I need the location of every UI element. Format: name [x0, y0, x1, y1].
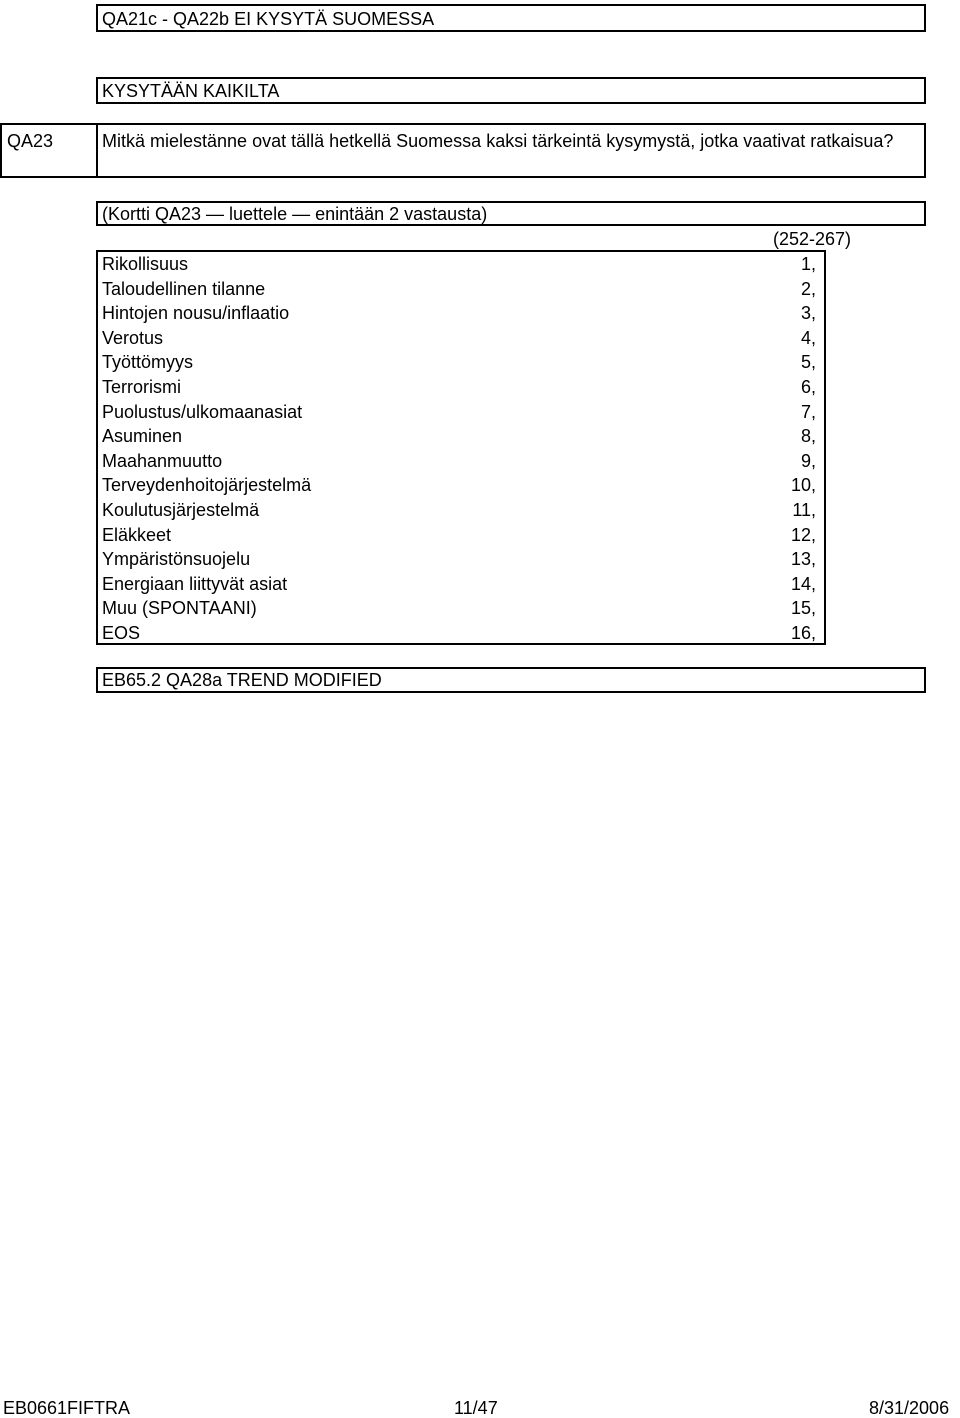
list-item	[98, 252, 824, 277]
option-label: Terveydenhoitojärjestelmä	[102, 475, 312, 496]
list-item	[98, 350, 824, 375]
skip-note-box	[96, 4, 926, 32]
question-text: Mitkä mielestänne ovat tällä hetkellä Suomessa kaksi tärkeintä kysymystä, jotka vaativat ratkaisua?	[102, 131, 894, 151]
option-label: Taloudellinen tilanne	[102, 278, 266, 299]
list-item	[98, 473, 824, 498]
option-label: Ympäristönsuojelu	[102, 549, 251, 570]
list-item	[98, 596, 824, 621]
footer-doc-id: EB0661FIFTRA	[3, 1398, 131, 1418]
option-label: Muu (SPONTAANI)	[102, 598, 257, 619]
question-id: QA23	[7, 131, 54, 151]
option-code: 13,	[790, 549, 816, 570]
question-text-cell	[96, 123, 926, 178]
list-item	[98, 400, 824, 425]
skip-note-text: QA21c - QA22b EI KYSYTÄ SUOMESSA	[102, 9, 435, 29]
list-item	[98, 375, 824, 400]
list-item	[98, 449, 824, 474]
option-code: 9,	[800, 450, 816, 471]
list-item	[98, 621, 824, 646]
option-code: 15,	[790, 598, 816, 619]
trend-note-text: EB65.2 QA28a TREND MODIFIED	[102, 670, 382, 690]
list-item	[98, 523, 824, 548]
instruction-text: (Kortti QA23 — luettele — enintään 2 vastausta)	[102, 204, 488, 224]
option-label: Energiaan liittyvät asiat	[102, 573, 288, 594]
option-label: Terrorismi	[102, 377, 181, 397]
list-item	[98, 547, 824, 572]
option-label: Eläkkeet	[102, 524, 172, 545]
list-item	[98, 572, 824, 597]
ask-all-box	[96, 77, 926, 104]
trend-note-box	[96, 667, 926, 693]
option-code: 6,	[800, 377, 816, 397]
option-label: EOS	[102, 623, 141, 643]
ask-all-text: KYSYTÄÄN KAIKILTA	[102, 81, 280, 101]
code-range: (252-267)	[773, 229, 852, 249]
instruction-box	[96, 201, 926, 226]
list-item	[98, 277, 824, 302]
option-code: 11,	[792, 500, 816, 520]
option-code: 1,	[800, 254, 816, 274]
option-label: Verotus	[102, 327, 164, 348]
list-item	[98, 498, 824, 523]
option-label: Puolustus/ulkomaanasiat	[102, 401, 303, 422]
option-code: 7,	[800, 401, 816, 422]
option-code: 4,	[800, 327, 816, 348]
option-code: 10,	[790, 475, 816, 496]
footer-date: 8/31/2006	[869, 1398, 950, 1418]
option-label: Työttömyys	[102, 352, 194, 373]
option-label: Rikollisuus	[102, 254, 189, 274]
answer-options-list	[96, 250, 826, 645]
list-item	[98, 326, 824, 351]
option-code: 16,	[790, 623, 816, 643]
option-code: 14,	[790, 573, 816, 594]
question-id-cell	[0, 123, 98, 178]
option-code: 3,	[800, 303, 816, 324]
option-code: 8,	[800, 426, 816, 447]
list-item	[98, 301, 824, 326]
footer-page-number: 11/47	[454, 1398, 498, 1418]
option-label: Maahanmuutto	[102, 450, 223, 471]
option-code: 5,	[800, 352, 816, 373]
option-code: 12,	[790, 524, 816, 545]
list-item	[98, 424, 824, 449]
option-code: 2,	[800, 278, 816, 299]
option-label: Asuminen	[102, 426, 183, 447]
option-label: Koulutusjärjestelmä	[102, 500, 260, 520]
option-label: Hintojen nousu/inflaatio	[102, 303, 290, 324]
